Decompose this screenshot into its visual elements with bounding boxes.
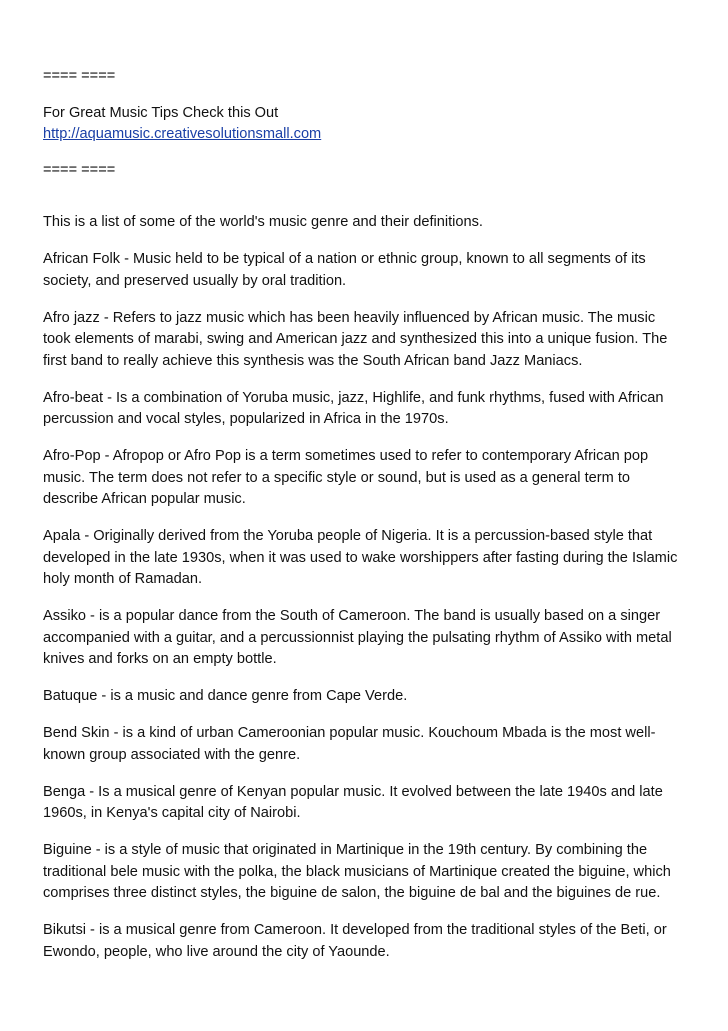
entry-line: known group associated with the genre.: [43, 746, 301, 763]
entry-line: knives and forks on an empty bottle.: [43, 651, 277, 667]
promo-text: For Great Music Tips Check this Out: [43, 104, 279, 121]
entry-line: African Folk - Music held to be typical of a nation or ethnic group, known to all segments of its: [43, 251, 646, 267]
genre-entry-bend-skin: [43, 723, 693, 766]
intro-paragraph: This is a list of some of the world's music genre and their definitions.: [43, 214, 483, 230]
promo-link[interactable]: http://aquamusic.creativesolutionsmall.com: [43, 126, 322, 142]
entry-line: percussion and vocal styles, popularized in Africa in the 1970s.: [43, 411, 449, 427]
entry-line: Bend Skin - is a kind of urban Cameroonian popular music. Kouchoum Mbada is the most well-: [43, 725, 656, 741]
entry-line: Benga - Is a musical genre of Kenyan popular music. It evolved between the late 1940s and late: [43, 783, 663, 800]
entry-line: traditional bele music with the polka, the black musicians of Martinique created the biguine, which: [43, 863, 671, 880]
document-page: [43, 66, 693, 979]
entry-line: comprises three distinct styles, the biguine de salon, the biguine de bal and the biguines de rue.: [43, 885, 661, 901]
entry-line: Biguine - is a style of music that originated in Martinique in the 19th century. By combining the: [43, 842, 648, 858]
genre-entry-batuque: [43, 686, 693, 708]
entry-line: 1960s, in Kenya's capital city of Nairobi.: [43, 805, 301, 821]
genre-entry-afro-beat: [43, 388, 693, 431]
entry-line: music. The term does not refer to a specific style or sound, but is used as a general term to: [43, 469, 631, 486]
entry-line: describe African popular music.: [43, 491, 246, 507]
genre-entry-afro-pop: [43, 446, 693, 511]
entry-line: accompanied with a guitar, and a percussionnist playing the pulsating rhythm of Assiko with metal: [43, 629, 672, 646]
entry-line: Afro-beat - Is a combination of Yoruba music, jazz, Highlife, and funk rhythms, fused with African: [43, 389, 664, 406]
entry-line: society, and preserved usually by oral tradition.: [43, 272, 347, 289]
genre-entry-bikutsi: [43, 920, 693, 963]
entry-line: Afro-Pop - Afropop or Afro Pop is a term sometimes used to refer to contemporary African pop: [43, 448, 649, 464]
separator-top: ==== ====: [43, 68, 116, 84]
entry-line: took elements of marabi, swing and American jazz and synthesized this into a unique fusion. The: [43, 331, 668, 347]
genre-entry-benga: [43, 782, 693, 825]
header-block: [43, 66, 693, 181]
entry-line: Apala - Originally derived from the Yoruba people of Nigeria. It is a percussion-based style that: [43, 528, 653, 544]
entry-line: Afro jazz - Refers to jazz music which has been heavily influenced by African music. The music: [43, 309, 656, 326]
genre-entry-assiko: [43, 606, 693, 671]
entry-line: Ewondo, people, who live around the city of Yaounde.: [43, 943, 390, 960]
entry-line: developed in the late 1930s, when it was used to wake worshippers after fasting during the Islamic: [43, 549, 678, 566]
genre-entry-african-folk: [43, 249, 693, 292]
entry-line: Batuque - is a music and dance genre from Cape Verde.: [43, 688, 408, 704]
genre-list: [43, 249, 693, 963]
entry-line: holy month of Ramadan.: [43, 571, 202, 587]
genre-entry-biguine: [43, 840, 693, 905]
entry-line: Assiko - is a popular dance from the South of Cameroon. The band is usually based on a singer: [43, 608, 661, 624]
entry-line: first band to really achieve this synthesis was the South African band Jazz Maniacs.: [43, 352, 583, 369]
entry-line: Bikutsi - is a musical genre from Cameroon. It developed from the traditional styles of the Beti, or: [43, 922, 667, 938]
genre-entry-afro-jazz: [43, 308, 693, 373]
genre-entry-apala: [43, 526, 693, 591]
separator-bottom: ==== ====: [43, 161, 116, 178]
